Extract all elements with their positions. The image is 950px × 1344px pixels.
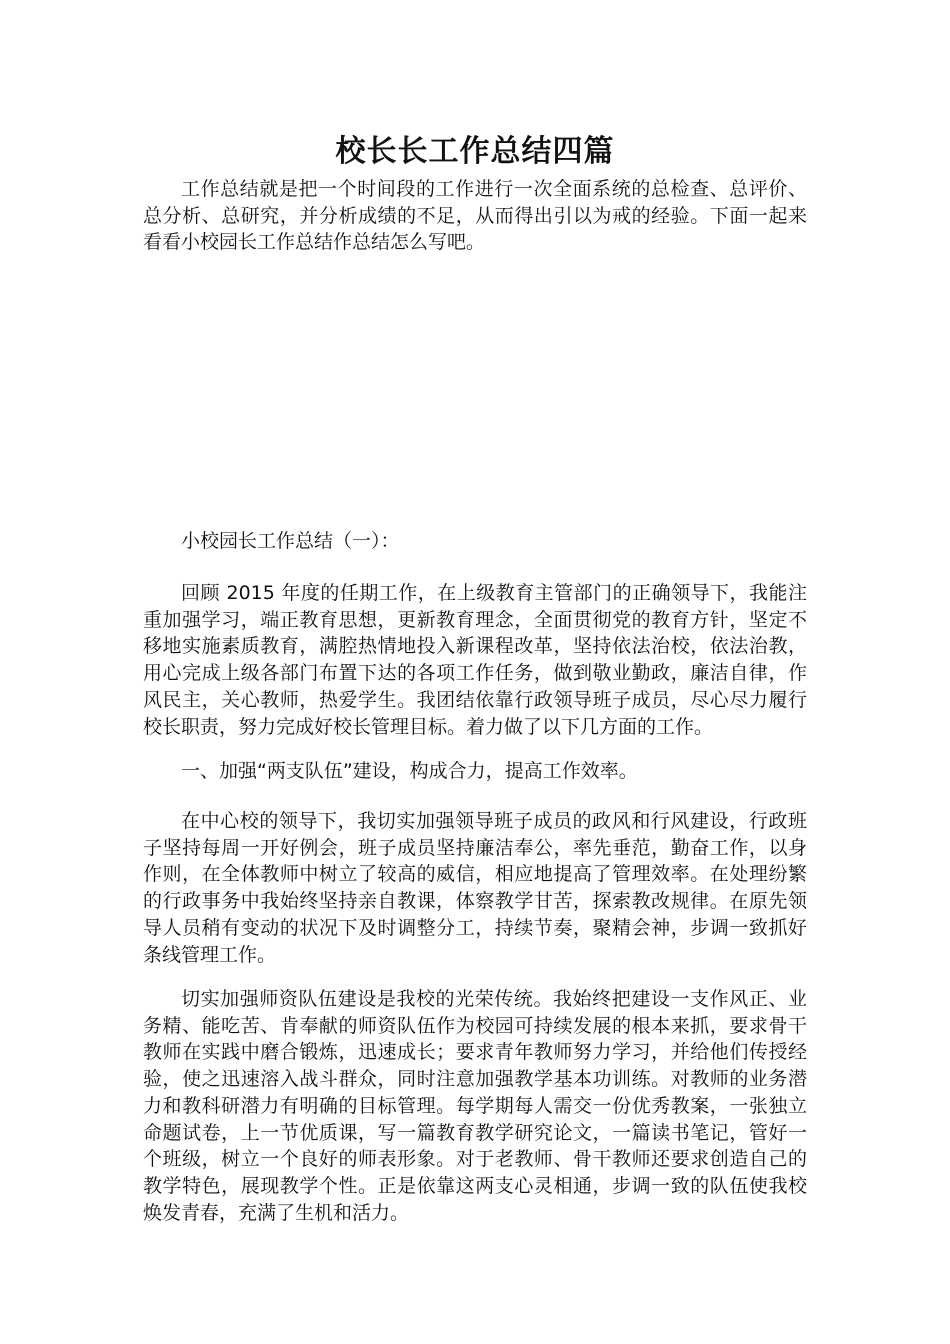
intro-paragraph: 工作总结就是把一个时间段的工作进行一次全面系统的总检查、总评价、总分析、总研究，并分析成绩的不足，从而得出引以为戒的经验。下面一起来看看小校园长工作总结作总结怎么写吧。	[143, 178, 807, 254]
subheading-summary-one: 小校园长工作总结（一）：	[181, 530, 400, 552]
body-paragraph-3: 切实加强师资队伍建设是我校的光荣传统。我始终把建设一支作风正、业务精、能吃苦、肯奉献的师资队伍作为校园可持续发展的根本来抓，要求骨干教师在实践中磨合锻炼，迅速成长；要求青年教师努力学习，并给他们传授经验，使之迅速溶入战斗群众，同时注意加强教学基本功训练。对教师的业务潜力和教科研潜力有明确的目标管理。每学期每人需交一份优秀教案，一张独立命题试卷，上一节优质课，写一篇教育教学研究论文，一篇读书笔记，管好一个班级，树立一个良好的师表形象。对于老教师、骨干教师还要求创造自己的教学特色，展现教学个性。正是依靠这两支心灵相通，步调一致的队伍使我校焕发青春，充满了生机和活力。	[143, 988, 807, 1224]
section-heading-1: 一、加强“两支队伍”建设，构成合力，提高工作效率。	[181, 760, 638, 782]
document-title: 校长长工作总结四篇	[335, 134, 615, 169]
body-paragraph-2: 在中心校的领导下，我切实加强领导班子成员的政风和行风建设，行政班子坚持每周一开好例会，班子成员坚持廉洁奉公，率先垂范，勤奋工作，以身作则，在全体教师中树立了较高的威信，相应地提高了管理效率。在处理纷繁的行政事务中我始终坚持亲自教课，体察教学甘苦，探索教改规律。在原先领导人员稍有变动的状况下及时调整分工，持续节奏，聚精会神，步调一致抓好条线管理工作。	[143, 810, 807, 966]
body-paragraph-1: 回顾 2015 年度的任期工作，在上级教育主管部门的正确领导下，我能注重加强学习，端正教育思想，更新教育理念，全面贯彻党的教育方针，坚定不移地实施素质教育，满腔热情地投入新课程改革，坚持依法治校，依法治教，用心完成上级各部门布置下达的各项工作任务，做到敬业勤政，廉洁自律，作风民主，关心教师，热爱学生。我团结依靠行政领导班子成员，尽心尽力履行校长职责，努力完成好校长管理目标。着力做了以下几方面的工作。	[143, 582, 807, 738]
